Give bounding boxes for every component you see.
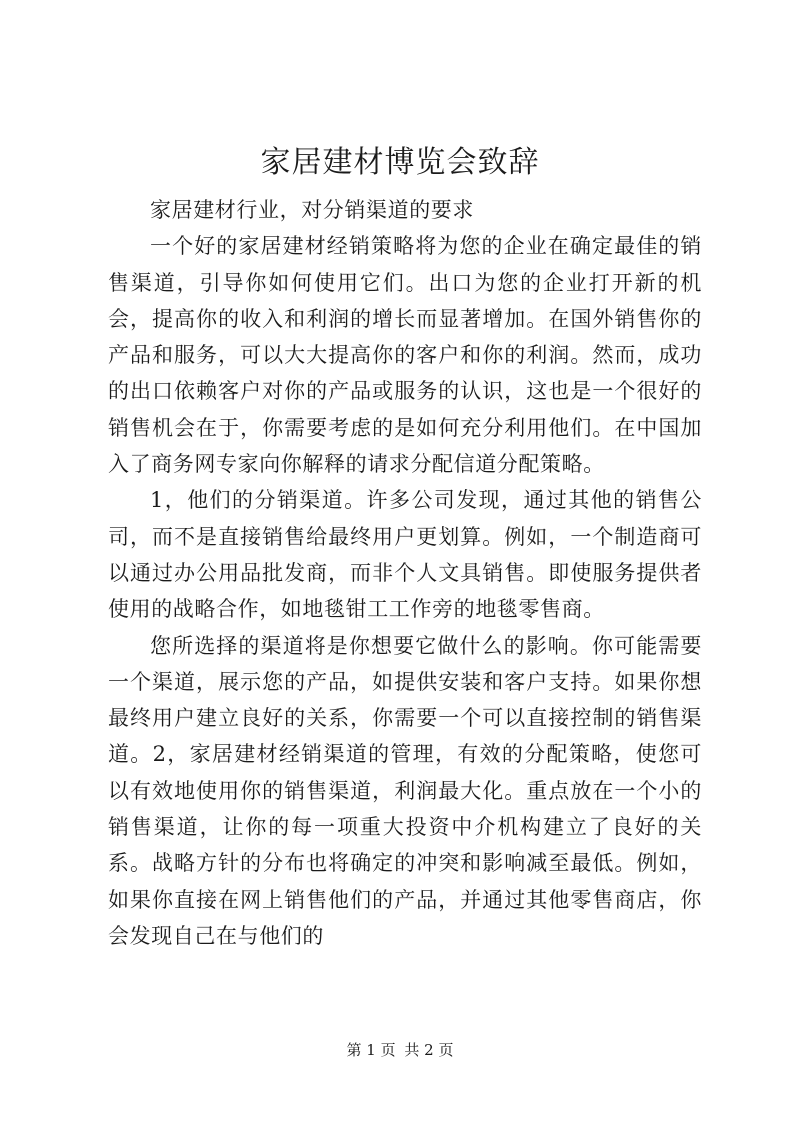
document-body (108, 192, 702, 954)
page-title: 家居建材博览会致辞 (260, 145, 540, 180)
paragraph-subtitle: 家居建材行业，对分销渠道的要求 (150, 198, 474, 222)
page-number: 第 1 页 (346, 1041, 396, 1059)
page-footer (0, 1040, 800, 1060)
paragraph-intro: 一个好的家居建材经销策略将为您的企业在确定最佳的销售渠道，引导你如何使用它们。出口为您的企业打开新的机会，提高你的收入和利润的增长而显著增加。在国外销售你的产品和服务，可以大大提高你的客户和你的利润。然而，成功的出口依赖客户对你的产品或服务的认识，这也是一个很好的销售机会在于，你需要考虑的是如何充分利用他们。在中国加入了商务网专家向你解释的请求分配信道分配策略。 (108, 234, 702, 477)
paragraph-management: 您所选择的渠道将是你想要它做什么的影响。你可能需要一个渠道，展示您的产品，如提供安装和客户支持。如果你想最终用户建立良好的关系，你需要一个可以直接控制的销售渠道。2，家居建材经销渠道的管理，有效的分配策略，使您可以有效地使用你的销售渠道，利润最大化。重点放在一个小的销售渠道，让你的每一项重大投资中介机构建立了良好的关系。战略方针的分布也将确定的冲突和影响减至最低。例如，如果你直接在网上销售他们的产品，并通过其他零售商店，你会发现自己在与他们的 (108, 633, 702, 948)
page-total: 共 2 页 (404, 1041, 454, 1059)
paragraph-channels: 1，他们的分销渠道。许多公司发现，通过其他的销售公司，而不是直接销售给最终用户更划算。例如，一个制造商可以通过办公用品批发商，而非个人文具销售。即使服务提供者使用的战略合作，如地毯钳工工作旁的地毯零售商。 (108, 488, 702, 622)
